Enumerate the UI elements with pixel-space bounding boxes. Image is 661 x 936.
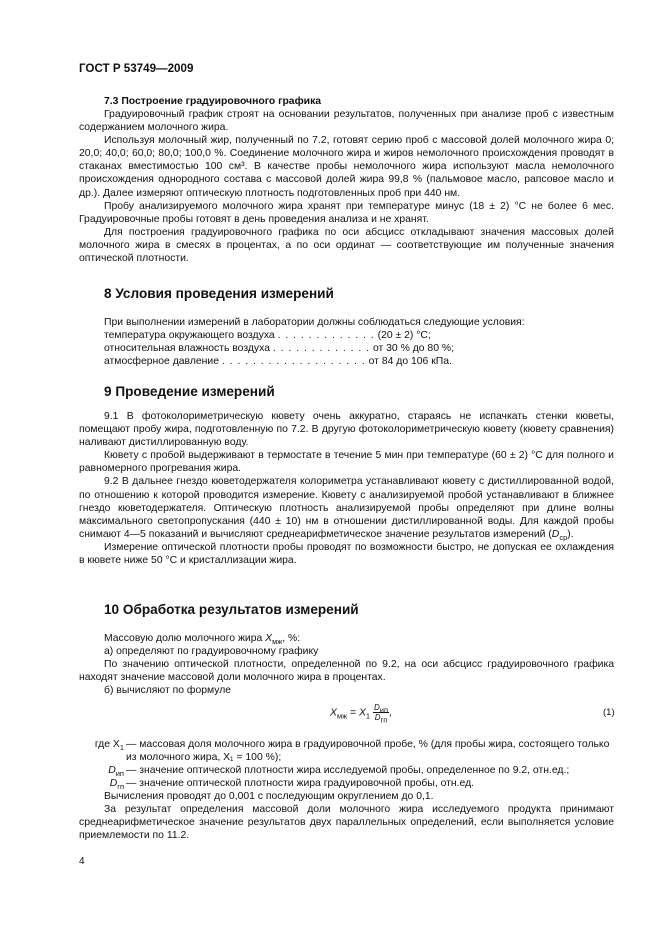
symbol: X	[265, 633, 273, 644]
definition-text: — значение оптической плотности жира исследуемой пробы, определенное по 9.2, отн.ед.;	[126, 765, 570, 777]
page-number: 4	[79, 856, 85, 867]
symbol: где X	[94, 739, 120, 750]
condition-row	[104, 355, 504, 368]
paragraph: Градуировочный график строят на основании результатов, полученных при анализе проб с известным содержанием молочного жира.	[79, 109, 614, 134]
definition-text: — значение оптической плотности жира градуировочной пробы, отн.ед.	[126, 778, 475, 790]
condition-value: от 84 до 106 кПа.	[368, 356, 452, 367]
paragraph: Используя молочный жир, полученный по 7.2, готовят серию проб с массовой долей молочного жира 0; 20,0; 40,0; 60,0; 80,0; 100,0 %. Соединение молочного жира и жиров немолочного происхождения проводят в стаканах вместимостью 100 см³. В качестве пробы немолочного жира используют масла немолочного происхождения однородного состава с массовой долей жира 99,8 % (пальмовое масло, рапсовое масло и др.). Далее измеряют оптическую плотность подготовленных проб при 440 нм.	[79, 135, 614, 199]
paragraph: 9.1 В фотоколориметрическую кювету очень аккуратно, стараясь не испачкать стенки кюветы, помещают пробу жира, подготовленную по 7.2. В другую фотоколориметрическую кювету (кювету сравнения) наливают дистиллированную воду.	[79, 411, 614, 449]
paragraph-text: 9.2 В дальнее гнездо кюветодержателя колориметра устанавливают кювету с дистиллированной водой, по отношению к которой проводится измерение. Кювету с анализируемой пробой устанавливают в ближнее гнездо кюветодержателя. Оптическую плотность анализируемой пробы определяют при длине волны максимального светопропускания (440 ± 10) нм в отношении дистиллированной воды. Для каждой пробы снимают 4—5 показаний и вычисляют среднеарифметическое значение результатов измерений (	[79, 476, 614, 540]
paragraph: По значению оптической плотности, определенной по 9.2, на оси абсцисс градуировочного графика находят значение массовой доли молочного жира в процентах.	[79, 659, 614, 684]
formula-symbol: D	[373, 703, 380, 712]
paragraph	[79, 632, 614, 645]
symbol: D	[109, 778, 118, 790]
section-8-intro	[79, 316, 614, 329]
fraction-denominator	[373, 713, 389, 725]
section-10-title: 10 Обработка результатов измерений	[104, 602, 359, 617]
formula-subscript: 1	[365, 711, 371, 721]
symbol-subscript: 1	[119, 743, 124, 753]
section-7-3-title: 7.3 Построение градуировочного графика	[104, 96, 322, 107]
definition-symbol	[79, 764, 124, 777]
symbol: D	[551, 528, 560, 540]
paragraph	[79, 475, 614, 540]
section-7-3-body	[79, 108, 614, 265]
paragraph: Кювету с пробой выдерживают в термостате в течение 5 мин при температуре (60 ± 2) °С для полного и равномерного прогревания жира.	[79, 450, 614, 475]
formula-subscript: ип	[379, 705, 389, 715]
definitions	[79, 738, 614, 790]
paragraph: Для построения градуировочного графика по оси абсцисс откладывают значения массовых долей молочного жира в смесях в процентах, а по оси ординат — соответствующие им полученные значения оптической плотности.	[79, 226, 614, 265]
definition-row	[79, 738, 614, 764]
section-10-body	[79, 632, 614, 697]
list-item: б) вычисляют по формуле	[104, 685, 232, 697]
condition-value: от 30 % до 80 %;	[372, 343, 455, 354]
paragraph: Измерение оптической плотности пробы проводят по возможности быстро, не допуская ее охлаждения в кювете ниже 50 °С и кристаллизации жира.	[79, 541, 614, 567]
condition-label: относительная влажность воздуха	[104, 343, 270, 354]
paragraph: Пробу анализируемого молочного жира хранят при температуре минус (18 ± 2) °С не более 6 мес. Градуировочные пробы готовят в день проведения анализа и не хранят.	[79, 200, 614, 225]
leader-dots: . . . . . . . . . . . . .	[277, 330, 375, 341]
formula-punctuation: ,	[389, 707, 392, 719]
symbol-subscript: ср	[559, 532, 568, 542]
condition-label: атмосферное давление	[104, 356, 220, 367]
symbol-subscript: ип	[115, 769, 124, 779]
condition-row	[104, 342, 504, 355]
paragraph-text: , %:	[282, 633, 301, 644]
leader-dots: . . . . . . . . . . . . .	[272, 343, 371, 354]
formula-fraction	[373, 703, 389, 725]
definition-row	[79, 777, 614, 790]
definition-symbol	[79, 777, 124, 790]
leader-dots: . . . . . . . . . . . . . . . . . . .	[221, 356, 366, 367]
condition-value: (20 ± 2) °С;	[377, 330, 431, 341]
definition-text: — массовая доля молочного жира в градуировочной пробе, % (для пробы жира, состоящего только из молочного жира, X₁ = 100 %);	[126, 739, 610, 764]
paragraph: Вычисления проводят до 0,001 с последующим округлением до 0,1.	[104, 791, 434, 802]
definition-row	[79, 764, 614, 777]
formula-subscript: гп	[380, 715, 388, 725]
formula-symbol: X	[330, 707, 337, 719]
symbol: D	[108, 765, 116, 777]
formula-symbol: D	[374, 713, 381, 722]
section-8-title: 8 Условия проведения измерений	[104, 286, 334, 301]
section-9-body	[79, 410, 614, 567]
paragraph-text: ).	[567, 528, 574, 540]
definition-symbol	[79, 738, 124, 751]
document-header: ГОСТ Р 53749—2009	[79, 62, 194, 75]
section-9-title: 9 Проведение измерений	[104, 384, 275, 399]
symbol-subscript: гп	[117, 782, 124, 792]
paragraph-text: Массовую долю молочного жира	[104, 633, 266, 644]
condition-label: температура окружающего воздуха	[104, 330, 275, 341]
formula-1	[330, 703, 392, 725]
symbol-subscript: мж	[272, 637, 283, 647]
fraction-numerator	[373, 703, 389, 713]
formula-symbol: X	[358, 707, 366, 719]
equation-number: (1)	[603, 707, 615, 718]
paragraph: За результат определения массовой доли молочного жира исследуемого продукта принимают среднеарифметическое значение результатов двух параллельных определений, если выполняется условие приемлемости по 11.2.	[79, 804, 614, 842]
formula-subscript: мж	[336, 711, 348, 721]
formula-operator: =	[347, 707, 359, 719]
list-item: а) определяют по градуировочному графику	[104, 646, 319, 658]
paragraph: При выполнении измерений в лаборатории должны соблюдаться следующие условия:	[104, 317, 525, 328]
condition-row	[104, 329, 504, 342]
section-10-closing	[79, 790, 614, 842]
